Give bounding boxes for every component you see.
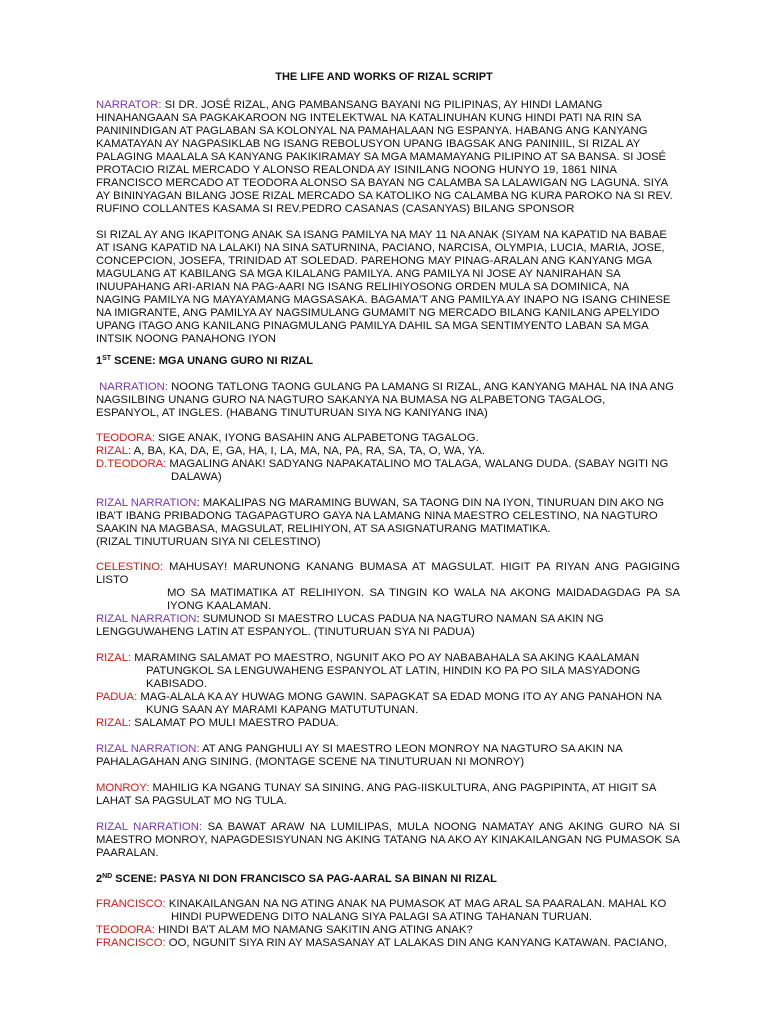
family-line: SI RIZAL AY ANG IKAPITONG ANAK SA ISANG PAMILYA NA MAY 11 NA ANAK (SIYAM NA KAPATID NA BABAE xyxy=(96,229,667,241)
family-line: MAGULANG AT KABILANG SA MGA KILALANG PAMILYA. ANG PAMILYA NI JOSE AY NANIRAHAN SA xyxy=(96,268,621,280)
speaker-label: PADUA: xyxy=(96,691,138,703)
rizal-padua-dialogue: RIZAL: MARAMING SALAMAT PO MAESTRO, NGUNIT AKO PO AY NABABAHALA SA AKING KAALAMAN PATUNGKOL SA LENGUWAHENG ESPANYOL AT LATIN, HINDIN KO PA PO SILA MASYADONG KABISADO. PADUA: MAG-ALALA KA AY HUWAG MONG GAWIN. SAPAGKAT SA EDAD MONG ITO AY ANG PANAHON NA KUNG SAAN AY MARAMI KAPANG MATUTUTUNAN. RIZAL: SALAMAT PO MULI MAESTRO PADUA. xyxy=(96,652,662,729)
speaker-label: RIZAL NARRATION: xyxy=(96,821,203,833)
speaker-label: RIZAL NARRATION xyxy=(96,613,197,625)
dialogue-line: TEODORA: SIGE ANAK, IYONG BASAHIN ANG ALPABETONG TAGALOG. xyxy=(96,432,479,444)
intro-line: AY BININYAGAN BILANG JOSE RIZAL MERCADO SA KATOLIKO NG CALAMBA NG KURA PAROKO NA SI REV. xyxy=(96,190,673,202)
family-paragraph xyxy=(96,229,680,346)
dialogue-line: RIZAL: A, BA, KA, DA, E, GA, HA, I, LA, MA, NA, PA, RA, SA, TA, O, WA, YA. xyxy=(96,445,486,457)
intro-line: PALAGING MAALALA SA KANYANG PAKIKIRAMAY SA MGA MAMAMAYANG PILIPINO AT SA BANSA. SI JOSÉ xyxy=(96,151,667,163)
document-title: THE LIFE AND WORKS OF RIZAL SCRIPT xyxy=(275,71,493,83)
family-line: NAGING PAMILYA NG MAYAYAMANG MAGSASAKA. BAGAMA'T ANG PAMILYA AY INAPO NG ISANG CHINESE xyxy=(96,294,671,306)
speaker-label: NARRATION: xyxy=(99,381,168,393)
family-line: INUUPAHANG ARI-ARIAN NA PAG-AARI NG ISANG RELIHIYOSONG ORDEN MULA SA DOMINICA, NA xyxy=(96,281,630,293)
rizal-narration-1: RIZAL NARRATION: MAKALIPAS NG MARAMING BUWAN, SA TAONG DIN NA IYON, TINURUAN DIN AKO NG IBA’T IBANG PRIBADONG TAGAPAGTURO GAYA NA LAMANG NINA MAESTRO CELESTINO, NA NAGTURO SAAKIN NA MAGBASA, MAGSULAT, RELIHIYON, AT SA ASIGNATURANG MATIMATIKA. (RIZAL TINUTURUAN SIYA NI CELESTINO) xyxy=(96,497,665,548)
speaker-label: RIZAL NARRATION: xyxy=(96,743,200,755)
intro-line: PANININDIGAN AT PAGLABAN SA KOLONYAL NA PAMAHALAAN NG ESPANYA. HABANG ANG KANYANG xyxy=(96,125,648,137)
speaker-label: RIZAL: xyxy=(96,652,132,664)
scene-1-heading: 1ST SCENE: MGA UNANG GURO NI RIZAL xyxy=(96,355,313,367)
speaker-label: FRANCISCO: xyxy=(96,898,166,910)
intro-line: FRANCISCO MERCADO AT TEODORA ALONSO SA BAYAN NG CALAMBA SA LALAWIGAN NG LAGUNA. SIYA xyxy=(96,177,669,189)
speaker-label: RIZAL: xyxy=(96,445,132,457)
family-line: AT ISANG KAPATID NA LALAKI) NA SINA SATURNINA, PACIANO, NARCISA, OLYMPIA, LUCIA, MARIA, JOSE, xyxy=(96,242,665,254)
family-line: UPANG ITAGO ANG KANILANG PINAGMULANG PAMILYA DAHIL SA MGA SENTIMYENTO LABAN SA MGA xyxy=(96,320,649,332)
family-line: CONCEPCION, JOSEFA, TRINIDAD AT SOLEDAD. PAREHONG MAY PINAG-ARALAN ANG KANYANG MGA xyxy=(96,255,652,267)
rizal-narration-3: RIZAL NARRATION: AT ANG PANGHULI AY SI MAESTRO LEON MONROY NA NAGTURO SA AKIN NA PAHALAGAHAN ANG SINING. (MONTAGE SCENE NA TINUTURUAN NI MONROY) xyxy=(96,743,623,768)
family-line: INTSIK NOONG PANAHONG IYON xyxy=(96,333,276,345)
intro-line: HINAHANGAAN SA PAGKAKAROON NG INTELEKTWAL NA KATALINUHAN KUNG HINDI PATI NA RIN SA xyxy=(96,112,642,124)
speaker-label: TEODORA: xyxy=(96,432,155,444)
speaker-label: NARRATOR: xyxy=(96,99,162,111)
intro-line: PROTACIO RIZAL MERCADO Y ALONSO REALONDA AY ISINILANG NOONG HUNYO 19, 1861 NINA xyxy=(96,164,617,176)
rizal-narration-2: RIZAL NARRATION: SUMUNOD SI MAESTRO LUCAS PADUA NA NAGTURO NAMAN SA AKIN NG LENGGUWAHENG LATIN AT ESPANYOL. (TINUTURUAN SYA NI PADUA) xyxy=(96,613,604,638)
scene-1-narration: NARRATION: NOONG TATLONG TAONG GULANG PA LAMANG SI RIZAL, ANG KANYANG MAHAL NA INA ANG NAGSILBING UNANG GURO NA NAGTURO SAKANYA NA BUMASA NG ALPABETONG TAGALOG, ESPANYOL, AT INGLES. (HABANG TINUTURUAN SIYA NG KANIYANG INA) xyxy=(96,381,674,419)
speaker-label: CELESTINO: xyxy=(96,561,164,573)
speaker-label: TEODORA: xyxy=(96,924,155,936)
intro-paragraph xyxy=(96,99,680,216)
speaker-label: MONROY: xyxy=(96,782,150,794)
dialogue-line: D.TEODORA: MAGALING ANAK! SADYANG NAPAKATALINO MO TALAGA, WALANG DUDA. (SABAY NGITI NG xyxy=(96,458,669,470)
scene-2-heading: 2ND SCENE: PASYA NI DON FRANCISCO SA PAG-AARAL SA BINAN NI RIZAL xyxy=(96,873,497,885)
celestino-dialogue: CELESTINO: MAHUSAY! MARUNONG KANANG BUMASA AT MAGSULAT. HIGIT PA RIYAN ANG PAGIGING LISTO MO SA MATIMATIKA AT RELIHIYON. SA TINGIN KO WALA NA AKONG MAIDADAGDAG PA SA IYONG KAALAMAN. xyxy=(96,561,680,612)
dialogue-block: TEODORA: SIGE ANAK, IYONG BASAHIN ANG ALPABETONG TAGALOG. RIZAL: A, BA, KA, DA, E, GA, HA, I, LA, MA, NA, PA, RA, SA, TA, O, WA, YA. D.TEODORA: MAGALING ANAK! SADYANG NAPAKATALINO MO TALAGA, WALANG DUDA. (SABAY NGITI NG DALAWA) xyxy=(96,432,680,484)
monroy-dialogue: MONROY: MAHILIG KA NGANG TUNAY SA SINING. ANG PAG-IISKULTURA, ANG PAGPIPINTA, AT HIGIT SA LAHAT SA PAGSULAT MO NG TULA. xyxy=(96,782,657,807)
speaker-label: FRANCISCO: xyxy=(96,937,166,949)
intro-line: RUFINO COLLANTES KASAMA SI REV.PEDRO CASANAS (CASANYAS) BILANG SPONSOR xyxy=(96,203,575,215)
speaker-label: D.TEODORA: xyxy=(96,458,167,470)
family-line: NA IMIGRANTE, ANG PAMILYA AY NAGSIMULANG GUMAMIT NG MERCADO BILANG KANILANG APELYIDO xyxy=(96,307,660,319)
speaker-label: RIZAL NARRATION xyxy=(96,497,197,509)
rizal-narration-4: RIZAL NARRATION: SA BAWAT ARAW NA LUMILIPAS, MULA NOONG NAMATAY ANG AKING GURO NA SI MAESTRO MONROY, NAPAGDESISYUNAN NG AKING TATANG NA AKO AY KINAKAILANGAN NG PUMASOK SA PAARALAN. xyxy=(96,821,681,859)
speaker-label: RIZAL: xyxy=(96,717,132,729)
intro-line: KAMATAYAN AY NAGPASIKLAB NG ISANG REBOLUSYON UPANG IBAGSAK ANG PANINIIL, SI RIZAL AY xyxy=(96,138,641,150)
intro-line: NARRATOR: SI DR. JOSÉ RIZAL, ANG PAMBANSANG BAYANI NG PILIPINAS, AY HINDI LAMANG xyxy=(96,99,603,111)
scene-2-dialogue: FRANCISCO: KINAKAILANGAN NA NG ATING ANAK NA PUMASOK AT MAG ARAL SA PAARALAN. MAHAL KO HINDI PUPWEDENG DITO NALANG SIYA PALAGI SA ATING TAHANAN TURUAN. TEODORA: HINDI BA’T ALAM MO NAMANG SAKITIN ANG ATING ANAK? FRANCISCO: OO, NGUNIT SIYA RIN AY MASASANAY AT LALAKAS DIN ANG KANYANG KATAWAN. PACIANO, xyxy=(96,898,668,949)
